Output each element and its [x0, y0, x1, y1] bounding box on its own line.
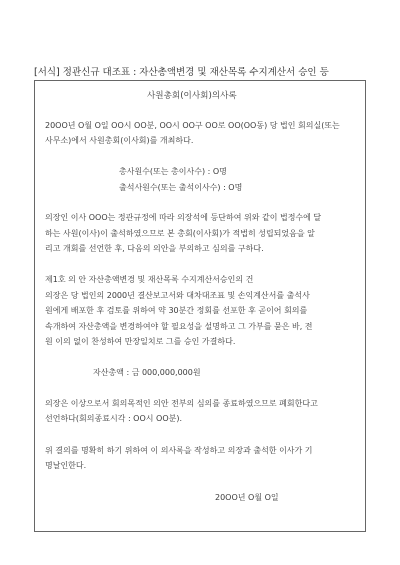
document-title: 사원총회(이사회)의사록: [147, 91, 237, 101]
closing-line-1: 의장은 이상으로서 회의목적인 의안 전부의 심의를 종료하였으므로 폐회한다고: [45, 399, 318, 408]
agenda-line-4: 원 이의 없이 찬성하여 만장일치로 그를 승인 가결하다.: [45, 337, 236, 346]
attending-members: 출석사원수(또는 출석이사수) : O명: [119, 183, 243, 192]
document-date: 20OO년 O월 O일: [215, 493, 279, 502]
attest-line-1: 위 결의를 명확히 하기 위하여 이 의사록을 작성하고 의장과 출석한 이사가 기: [45, 446, 313, 455]
form-header: [서식] 정관신규 대조표 : 자산총액변경 및 재산목록 수지계산서 승인 등: [34, 67, 329, 78]
total-members: 총사원수(또는 총이사수) : O명: [119, 167, 227, 176]
attest-line-2: 명날인한다.: [45, 461, 87, 470]
opening-line-2: 하는 사원(이사)이 출석하였으므로 본 총회(이사회)가 적법히 성립되었음을 알: [45, 229, 315, 238]
document-frame: [34, 80, 366, 532]
opening-line-1: 의장인 이사 OOO는 정관규정에 따라 의장석에 등단하여 위와 같이 법정수에 달: [45, 213, 322, 222]
intro-line-1: 20OO년 O월 O일 OO시 OO분, OO시 OO구 OO로 OO(OO동) 당 법인 회의실(또는: [45, 121, 340, 130]
asset-total: 자산총액 : 금 000,000,000원: [93, 368, 201, 377]
agenda-line-3: 속개하여 자산총액을 변경하여야 할 필요성을 설명하고 그 가부를 묻은 바, 전: [45, 322, 313, 331]
opening-line-3: 리고 개회를 선언한 후, 다음의 의안을 부의하고 심의를 구하다.: [45, 244, 264, 253]
agenda-heading: 제1호 의 안 자산총액변경 및 재산목록 수지계산서승인의 건: [45, 275, 254, 284]
closing-line-2: 선언하다(회의종료시각 : OO시 OO분).: [45, 414, 183, 423]
agenda-line-2: 원에게 배포한 후 검토를 위하여 약 30분간 정회를 선포한 후 곧이어 회의를: [45, 306, 308, 315]
intro-line-2: 사무소)에서 사원총회(이사회)를 개최하다.: [45, 136, 194, 145]
agenda-line-1: 의장은 당 법인의 2000년 결산보고서와 대차대조표 및 손익계산서를 출석사: [45, 291, 310, 300]
